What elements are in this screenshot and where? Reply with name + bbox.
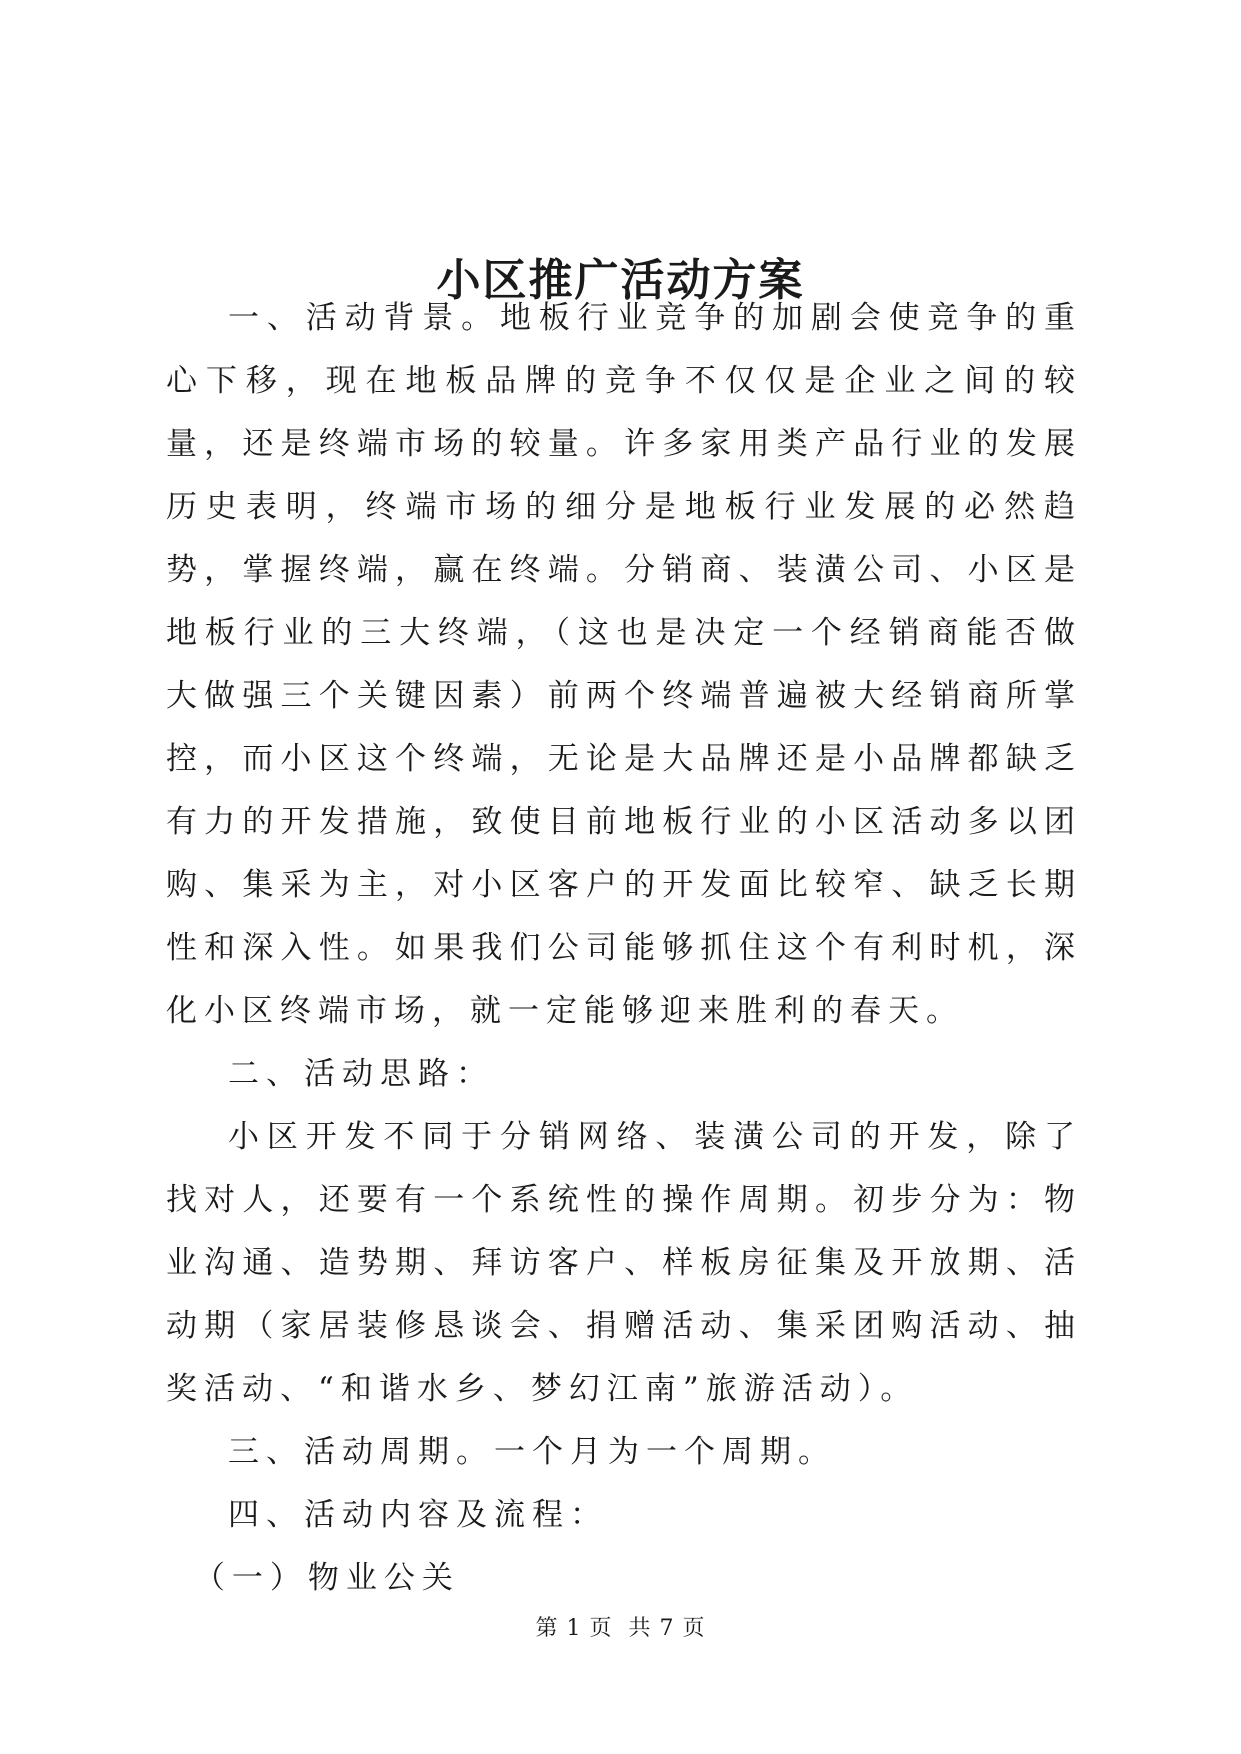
paragraph-cycle: 三、活动周期。一个月为一个周期。	[228, 1434, 836, 1470]
paragraph-background: 一、活动背景。地板行业竞争的加剧会使竞争的重心下移，现在地板品牌的竞争不仅仅是企业之间的较量，还是终端市场的较量。许多家用类产品行业的发展历史表明，终端市场的细分是地板行业发展的必然趋势，掌握终端，赢在终端。分销商、装潢公司、小区是地板行业的三大终端，（这也是决定一个经销商能否做大做强三个关键因素）前两个终端普遍被大经销商所掌控，而小区这个终端，无论是大品牌还是小品牌都缺乏有力的开发措施，致使目前地板行业的小区活动多以团购、集采为主，对小区客户的开发面比较窄、缺乏长期性和深入性。如果我们公司能够抓住这个有利时机，深化小区终端市场，就一定能够迎来胜利的春天。	[166, 300, 1082, 1029]
document-body	[166, 287, 1082, 1610]
page-number: 第 1 页 共 7 页	[535, 1616, 706, 1641]
paragraph-subheading: （一）物业公关	[193, 1560, 460, 1596]
document-title: 小区推广活动方案	[436, 255, 805, 307]
page-footer	[0, 1614, 1241, 1644]
paragraph-content-heading: 四、活动内容及流程：	[228, 1497, 608, 1533]
paragraph-idea-heading: 二、活动思路：	[228, 1056, 494, 1092]
paragraph-idea: 小区开发不同于分销网络、装潢公司的开发，除了找对人，还要有一个系统性的操作周期。初步分为：物业沟通、造势期、拜访客户、样板房征集及开放期、活动期（家居装修恳谈会、捐赠活动、集采团购活动、抽奖活动、“和谐水乡、梦幻江南”旅游活动）。	[166, 1119, 1082, 1407]
